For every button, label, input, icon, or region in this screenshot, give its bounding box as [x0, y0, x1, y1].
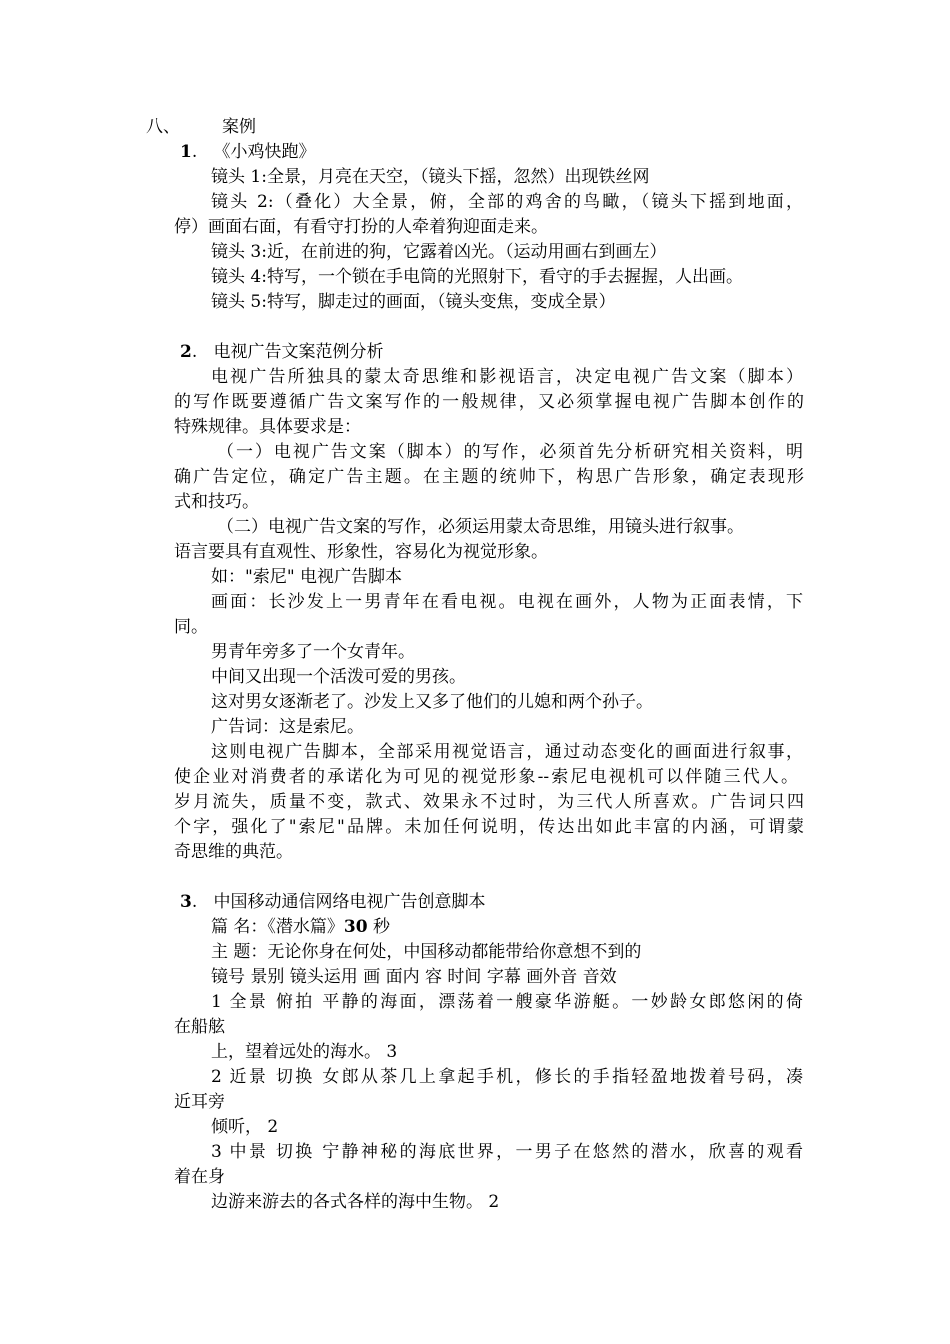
case3-duration-unit: 秒: [367, 917, 390, 937]
case2-line: 的写作既要遵循广告文案写作的一般规律，又必须掌握电视广告脚本创作的: [174, 392, 804, 412]
case3-row: 在船舷: [174, 1017, 225, 1037]
case3-row: 着在身: [174, 1167, 225, 1187]
case3-name-label: 篇 名：《潜水篇》: [211, 917, 344, 937]
case1-shot-1: 镜头 1:全景，月亮在天空，（镜头下摇，忽然）出现铁丝网: [211, 167, 650, 187]
case2-number: 2: [180, 342, 192, 362]
case3-table-header: 镜号 景别 镜头运用 画 面内 容 时间 字幕 画外音 音效: [211, 967, 617, 987]
case3-row: 上，望着远处的海水。 3: [211, 1042, 398, 1062]
case2-line: 特殊规律。具体要求是：: [174, 417, 361, 437]
case2-line: 个字，强化了"索尼"品牌。未加任何说明，传达出如此丰富的内涵，可谓蒙: [174, 817, 804, 837]
case2-line: 画面：长沙发上一男青年在看电视。电视在画外，人物为正面表情，下: [211, 592, 803, 612]
case2-line: 广告词：这是索尼。: [211, 717, 364, 737]
case3-row: 3 中景 切换 宁静神秘的海底世界，一男子在悠然的潜水，欣喜的观看: [211, 1142, 803, 1162]
case2-line: 同。: [174, 617, 208, 637]
section-title: 案例: [222, 117, 256, 137]
case3-name-line: [211, 915, 851, 940]
case1-title: 《小鸡快跑》: [213, 142, 316, 162]
case3-row: 近耳旁: [174, 1092, 225, 1112]
case2-line: 岁月流失，质量不变，款式、效果永不过时，为三代人所喜欢。广告词只四: [174, 792, 804, 812]
case3-theme: 主 题：无论你身在何处，中国移动都能带给你意想不到的: [211, 942, 642, 962]
case2-line: 如："索尼" 电视广告脚本: [211, 567, 403, 587]
case2-line: 男青年旁多了一个女青年。: [211, 642, 415, 662]
case2-line: 这则电视广告脚本，全部采用视觉语言，通过动态变化的画面进行叙事，: [211, 742, 803, 762]
case2-line: 这对男女逐渐老了。沙发上又多了他们的儿媳和两个孙子。: [211, 692, 653, 712]
case3-title: 中国移动通信网络电视广告创意脚本: [213, 892, 486, 912]
case2-line: 式和技巧。: [174, 492, 259, 512]
case1-number: 1: [180, 142, 192, 162]
case3-row: 2 近景 切换 女郎从茶几上拿起手机，修长的手指轻盈地拨着号码，凑: [211, 1067, 803, 1087]
case3-duration: 30: [343, 917, 368, 937]
case3-row: 边游来游去的各式各样的海中生物。 2: [211, 1192, 500, 1212]
case1-shot-4: 镜头 4:特写，一个锁在手电筒的光照射下，看守的手去握握，人出画。: [211, 267, 743, 287]
case2-line: 奇思维的典范。: [174, 842, 293, 862]
case2-line: （一）电视广告文案（脚本）的写作，必须首先分析研究相关资料，明: [217, 442, 803, 462]
case2-title: 电视广告文案范例分析: [213, 342, 384, 362]
case2-line: 中间又出现一个活泼可爱的男孩。: [211, 667, 466, 687]
case2-line: 确广告定位，确定广告主题。在主题的统帅下，构思广告形象，确定表现形: [174, 467, 804, 487]
case2-line: 使企业对消费者的承诺化为可见的视觉形象--索尼电视机可以伴随三代人。: [174, 767, 798, 787]
section-number: 八、: [146, 117, 180, 137]
case1-shot-3: 镜头 3:近，在前进的狗，它露着凶光。（运动用画右到画左）: [211, 242, 667, 262]
case3-heading: 3. 中国移动通信网络电视广告创意脚本: [180, 892, 486, 912]
case2-line: （二）电视广告文案的写作，必须运用蒙太奇思维，用镜头进行叙事。: [217, 517, 744, 537]
case3-row: 1 全景 俯拍 平静的海面，漂荡着一艘豪华游艇。一妙龄女郎悠闲的倚: [211, 992, 803, 1012]
case1-shot-5: 镜头 5:特写，脚走过的画面，（镜头变焦，变成全景）: [211, 292, 616, 312]
case3-number: 3: [180, 892, 192, 912]
case1-shot-2-cont: 停）画面右面，有看守打扮的人牵着狗迎面走来。: [174, 217, 548, 237]
case2-heading: 2. 电视广告文案范例分析: [180, 342, 384, 362]
case3-row: 倾听， 2: [211, 1117, 279, 1137]
case1-shot-2: 镜头 2:（叠化）大全景，俯，全部的鸡舍的鸟瞰，（镜头下摇到地面，: [211, 192, 803, 212]
case2-line: 电视广告所独具的蒙太奇思维和影视语言，决定电视广告文案（脚本）: [211, 367, 803, 387]
case2-line: 语言要具有直观性、形象性，容易化为视觉形象。: [174, 542, 548, 562]
case1-heading: 1. 《小鸡快跑》: [180, 142, 316, 162]
